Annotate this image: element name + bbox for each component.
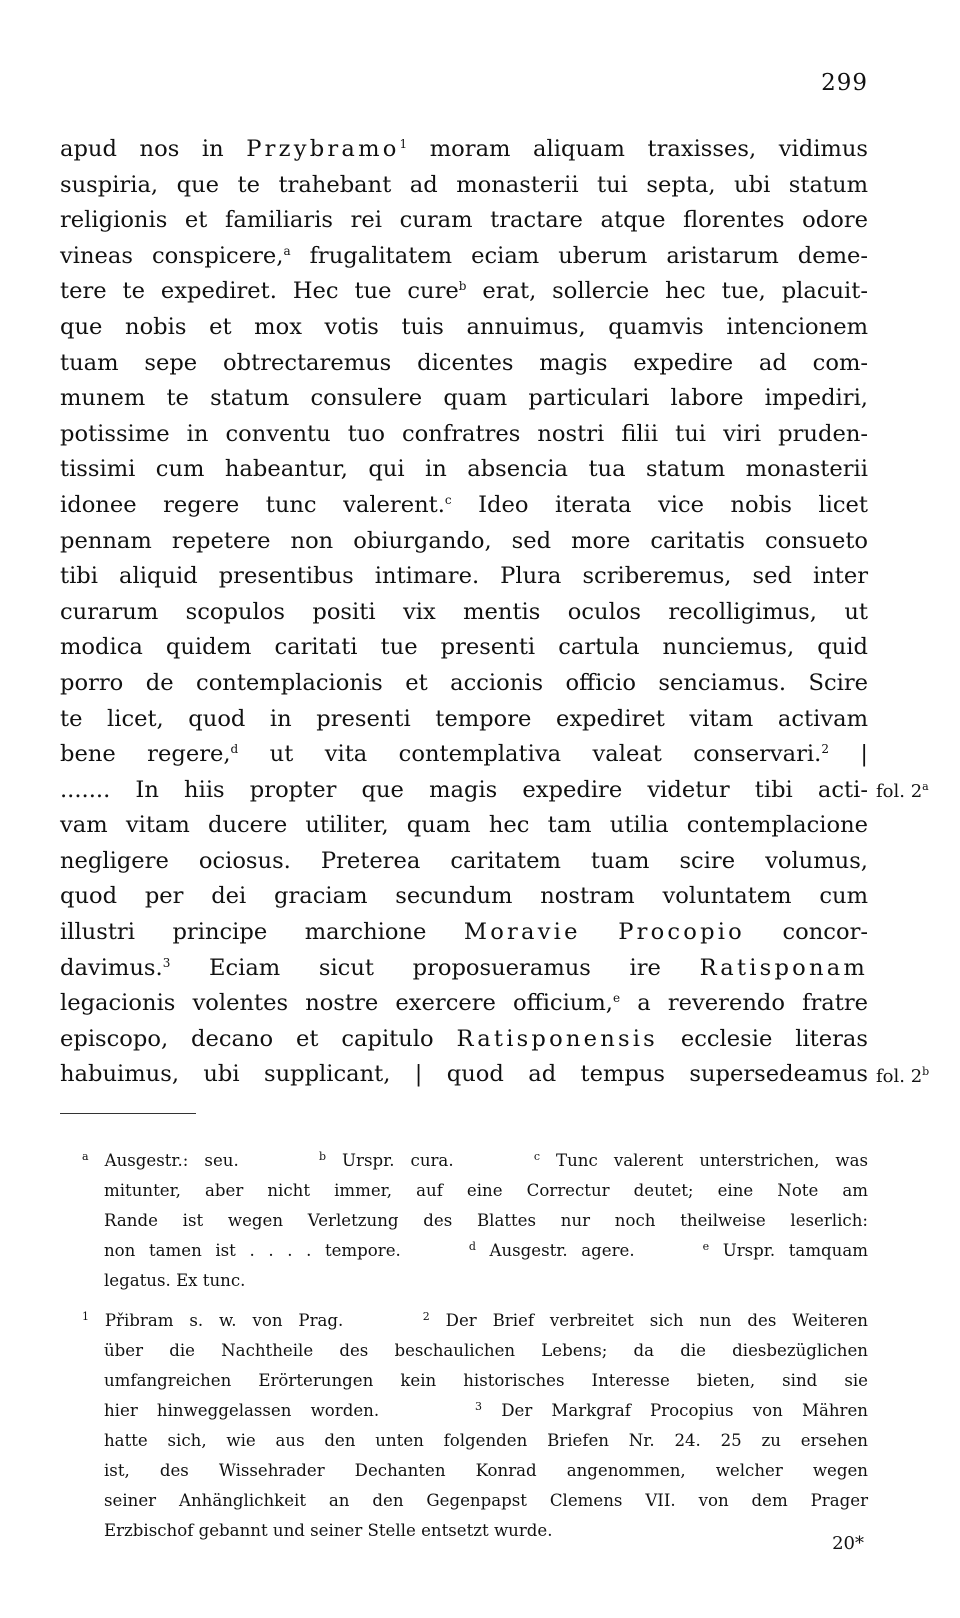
text-segment: que nobis et mox votis tuis annuimus, quamvis intencionem [60, 313, 868, 340]
text-segment: Urspr. tamquam [709, 1241, 868, 1260]
page-number: 299 [821, 70, 868, 96]
text-segment: ecclesie literas [657, 1025, 868, 1052]
footnote-marker: e [612, 991, 621, 1006]
text-line [60, 951, 868, 987]
footnote-marker: 3 [475, 1400, 483, 1413]
footnote-line [82, 1206, 868, 1236]
text-segment [581, 919, 619, 945]
footnote-line [82, 1396, 868, 1426]
text-line [60, 1022, 868, 1058]
text-segment: frugalitatem eciam uberum aristarum deme- [290, 242, 868, 269]
footnote-line [82, 1516, 868, 1546]
text-segment: habuimus, ubi supplicant, | quod ad tempus supersedeamus [60, 1061, 868, 1088]
footnote-line [82, 1336, 868, 1366]
text-segment: Rande ist wegen Verletzung des Blattes nur noch theilweise leserlich: [104, 1211, 868, 1230]
text-line [60, 488, 868, 524]
text-segment: hier hinweggelassen worden. [104, 1401, 476, 1420]
footnote-line [82, 1146, 868, 1176]
text-segment: tere te expediret. Hec tue cure [60, 278, 459, 305]
text-segment: Přibram s. w. von Prag. [89, 1311, 423, 1330]
footnote-marker: a [82, 1150, 89, 1163]
text-line [60, 702, 868, 738]
text-segment: tissimi cum habeantur, qui in absencia tua statum monasterii [60, 456, 868, 483]
footnote-marker: 2 [422, 1310, 430, 1323]
text-segment: curarum scopulos positi vix mentis oculos recolligimus, ut [60, 598, 868, 625]
text-line [60, 346, 868, 382]
spaced-proper-name: Przybramo [246, 136, 400, 162]
text-segment: a reverendo fratre [620, 990, 868, 1017]
folio-label: fol. 2 [876, 1065, 923, 1087]
text-segment: Der Brief verbreitet sich nun des Weiteren [429, 1311, 868, 1330]
text-segment: Urspr. cura. [326, 1151, 534, 1170]
text-segment: potissime in conventu tuo confratres nostri filii tui viri pruden- [60, 420, 868, 447]
footnote-line [82, 1426, 868, 1456]
text-line [60, 879, 868, 915]
folio-label: fol. 2 [876, 780, 923, 802]
text-line [60, 630, 868, 666]
text-line [60, 417, 868, 453]
footnote-marker: c [444, 492, 452, 507]
text-segment: Tunc valerent unterstrichen, was [540, 1151, 868, 1170]
spaced-proper-name: Ratisponensis [456, 1025, 658, 1052]
text-segment: ....... In hiis propter que magis expedire videtur tibi acti- [60, 776, 868, 803]
text-segment: vam vitam ducere utiliter, quam hec tam utilia contemplacione [60, 812, 868, 839]
historical-footnotes [82, 1306, 868, 1546]
footnote-line [82, 1456, 868, 1486]
text-segment: legacionis volentes nostre exercere officium, [60, 990, 613, 1017]
footnote-marker: e [702, 1240, 710, 1253]
text-segment: Ausgestr.: seu. [88, 1151, 319, 1170]
text-segment: apud nos in [60, 136, 247, 162]
text-segment: moram aliquam traxisses, vidimus [407, 136, 868, 162]
text-line [60, 239, 868, 275]
footnote-marker: a [283, 243, 291, 258]
text-segment: davimus. [60, 954, 163, 981]
text-segment: über die Nachtheile des beschaulichen Lebens; da die diesbezüglichen [104, 1341, 868, 1360]
folio-marker [876, 1066, 929, 1087]
text-segment: Eciam sicut proposueramus ire [170, 954, 700, 981]
text-segment: te licet, quod in presenti tempore expediret vitam activam [60, 705, 868, 732]
text-segment: non tamen ist . . . . tempore. [104, 1241, 469, 1260]
spaced-proper-name: Ratisponam [699, 954, 868, 981]
text-line [60, 559, 868, 595]
footnote-marker: c [533, 1150, 540, 1163]
spaced-proper-name: Procopio [618, 919, 745, 946]
footnote-marker: 1 [399, 137, 408, 151]
text-segment: tuam sepe obtrectaremus dicentes magis expedire ad com- [60, 349, 868, 376]
variant-footnotes [82, 1146, 868, 1296]
text-line [60, 381, 868, 417]
text-segment: ist, des Wissehrader Dechanten Konrad angenommen, welcher wegen [104, 1461, 868, 1480]
text-segment: legatus. Ex tunc. [104, 1271, 246, 1290]
text-segment: concor- [744, 919, 869, 946]
spaced-proper-name: Moravie [463, 919, 581, 946]
text-segment: erat, sollercie hec tue, placuit- [466, 278, 868, 305]
text-line [60, 452, 868, 488]
text-segment: Ideo iterata vice nobis licet [451, 491, 868, 518]
text-line [60, 274, 868, 310]
footnote-marker: d [468, 1240, 476, 1253]
text-segment: hatte sich, wie aus den unten folgenden Briefen Nr. 24. 25 zu ersehen [104, 1431, 868, 1450]
footnote-line [82, 1266, 868, 1296]
main-text [60, 132, 868, 1093]
text-segment: quod per dei graciam secundum nostram voluntatem cum [60, 883, 868, 910]
text-segment: religionis et familiaris rei curam tractare atque florentes odore [60, 207, 868, 234]
text-segment: bene regere, [60, 741, 231, 768]
text-segment: porro de contemplacionis et accionis officio senciamus. Scire [60, 669, 868, 696]
text-segment: illustri principe marchione [60, 919, 464, 946]
footnote-line [82, 1366, 868, 1396]
text-segment: Erzbischof gebannt und seiner Stelle entsetzt wurde. [104, 1521, 553, 1540]
footnote-marker: d [230, 742, 239, 757]
folio-side: a [922, 779, 929, 793]
text-line [60, 310, 868, 346]
text-line [60, 595, 868, 631]
text-segment: tibi aliquid presentibus intimare. Plura scriberemus, sed inter [60, 563, 868, 590]
text-line [60, 773, 868, 809]
text-line [60, 808, 868, 844]
text-segment: seiner Anhänglichkeit an den Gegenpapst Clemens VII. von dem Prager [104, 1491, 868, 1510]
text-line [60, 132, 868, 168]
footnote-line [82, 1176, 868, 1206]
footnote-marker: 1 [82, 1310, 89, 1323]
text-line [60, 844, 868, 880]
footnote-marker: 3 [162, 955, 171, 970]
text-line [60, 737, 868, 773]
text-segment: vineas conspicere, [60, 242, 284, 269]
text-segment: episcopo, decano et capitulo [60, 1025, 457, 1052]
footnote-line [82, 1236, 868, 1266]
text-segment: Der Markgraf Procopius von Mähren [482, 1401, 868, 1420]
footnote-rule [60, 1113, 196, 1114]
text-segment: umfangreichen Erörterungen kein historisches Interesse bieten, sind sie [104, 1371, 868, 1390]
text-line [60, 168, 868, 204]
text-line [60, 915, 868, 951]
text-segment: munem te statum consulere quam particulari labore impediri, [60, 385, 868, 412]
text-segment: idonee regere tunc valerent. [60, 491, 445, 518]
text-line [60, 986, 868, 1022]
text-segment: modica quidem caritati tue presenti cartula nunciemus, quid [60, 634, 868, 661]
signature-mark: 20* [832, 1533, 864, 1554]
text-segment: negligere ociosus. Preterea caritatem tuam scire volumus, [60, 847, 868, 874]
text-segment: Ausgestr. agere. [475, 1241, 703, 1260]
footnote-marker: b [318, 1150, 326, 1163]
text-segment: mitunter, aber nicht immer, auf eine Correctur deutet; eine Note am [104, 1181, 868, 1200]
text-line [60, 203, 868, 239]
text-segment: suspiria, que te trahebant ad monasterii tui septa, ubi statum [60, 171, 868, 198]
folio-marker [876, 781, 929, 802]
text-line [60, 666, 868, 702]
footnote-marker: 2 [821, 742, 829, 757]
footnote-line [82, 1486, 868, 1516]
footnote-marker: b [458, 279, 467, 294]
text-line [60, 524, 868, 560]
footnote-line [82, 1306, 868, 1336]
folio-side: b [922, 1064, 930, 1078]
text-line [60, 1057, 868, 1093]
text-segment: pennam repetere non obiurgando, sed more caritatis consueto [60, 527, 868, 554]
text-segment: ut vita contemplativa valeat conservari. [238, 741, 822, 768]
text-segment: | [828, 741, 869, 768]
